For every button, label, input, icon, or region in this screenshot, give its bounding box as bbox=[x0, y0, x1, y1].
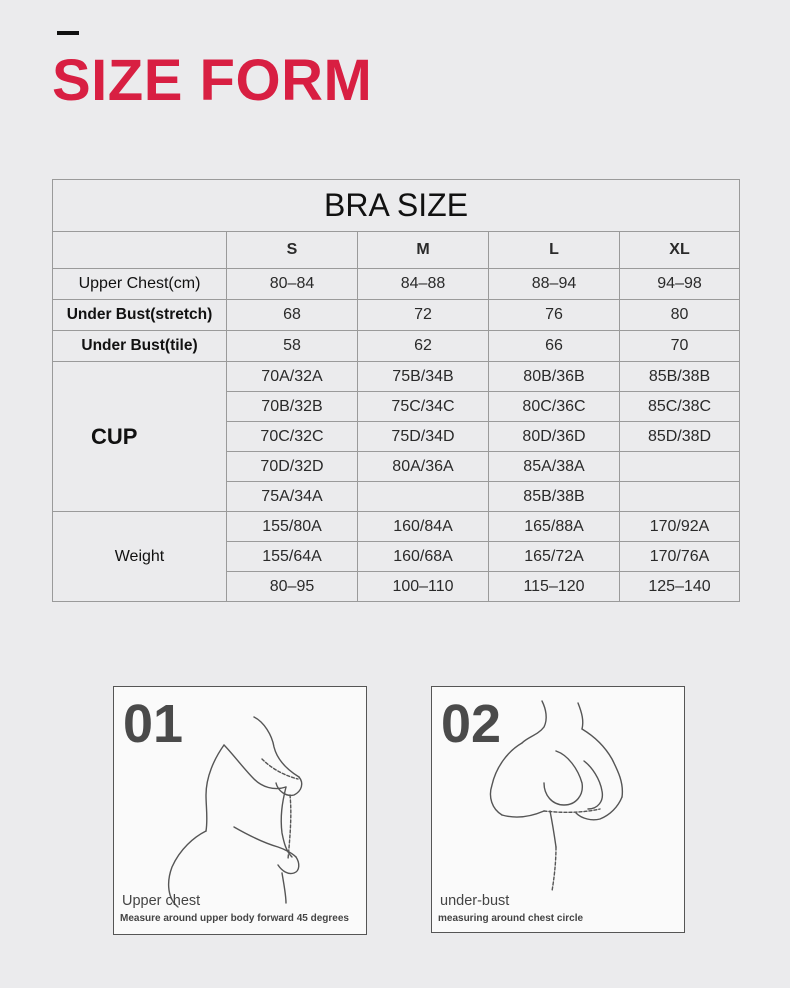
table-cell: 160/68A bbox=[358, 542, 489, 572]
table-cell: 80A/36A bbox=[358, 452, 489, 482]
table-cell: 160/84A bbox=[358, 512, 489, 542]
table-cell: 85B/38B bbox=[620, 362, 740, 392]
table-cell: 94–98 bbox=[620, 269, 740, 300]
table-cell: 66 bbox=[489, 331, 620, 362]
table-cell: 75A/34A bbox=[227, 482, 358, 512]
table-cell: 62 bbox=[358, 331, 489, 362]
guide-subcaption: measuring around chest circle bbox=[438, 913, 584, 924]
table-cell: 75C/34C bbox=[358, 392, 489, 422]
guide-card-upper-chest bbox=[113, 686, 367, 935]
table-cell bbox=[358, 482, 489, 512]
size-header-m: M bbox=[358, 232, 489, 269]
table-caption: BRA SIZE bbox=[53, 180, 740, 232]
title-dash bbox=[57, 31, 79, 35]
cup-row bbox=[53, 362, 740, 392]
table-cell: 85D/38D bbox=[620, 422, 740, 452]
table-cell: 80D/36D bbox=[489, 422, 620, 452]
table-cell: 80–84 bbox=[227, 269, 358, 300]
cup-label: CUP bbox=[53, 362, 227, 512]
table-cell: 72 bbox=[358, 300, 489, 331]
table-cell: 170/92A bbox=[620, 512, 740, 542]
table-cell: 85B/38B bbox=[489, 482, 620, 512]
size-header-l: L bbox=[489, 232, 620, 269]
weight-label: Weight bbox=[53, 512, 227, 602]
row-label: Under Bust(tile) bbox=[53, 331, 227, 362]
table-cell: 84–88 bbox=[358, 269, 489, 300]
table-cell: 88–94 bbox=[489, 269, 620, 300]
table-cell: 125–140 bbox=[620, 572, 740, 602]
page-title: SIZE FORM bbox=[52, 48, 373, 113]
guide-card-under-bust bbox=[431, 686, 685, 933]
table-cell: 70A/32A bbox=[227, 362, 358, 392]
table-cell: 85A/38A bbox=[489, 452, 620, 482]
table-cell: 75D/34D bbox=[358, 422, 489, 452]
table-cell: 75B/34B bbox=[358, 362, 489, 392]
row-label: Upper Chest(cm) bbox=[53, 269, 227, 300]
table-cell bbox=[620, 452, 740, 482]
table-cell: 70 bbox=[620, 331, 740, 362]
guide-subcaption: Measure around upper body forward 45 degrees bbox=[120, 913, 349, 924]
table-cell: 165/88A bbox=[489, 512, 620, 542]
table-cell: 85C/38C bbox=[620, 392, 740, 422]
guide-caption: under-bust bbox=[440, 893, 510, 909]
table-cell: 165/72A bbox=[489, 542, 620, 572]
table-cell: 80B/36B bbox=[489, 362, 620, 392]
weight-row bbox=[53, 512, 740, 542]
table-cell: 70B/32B bbox=[227, 392, 358, 422]
table-cell bbox=[620, 482, 740, 512]
table-cell: 70D/32D bbox=[227, 452, 358, 482]
guide-caption: Upper chest bbox=[122, 893, 201, 909]
table-cell: 80 bbox=[620, 300, 740, 331]
table-cell: 68 bbox=[227, 300, 358, 331]
table-cell: 170/76A bbox=[620, 542, 740, 572]
table-cell: 70C/32C bbox=[227, 422, 358, 452]
row-label: Under Bust(stretch) bbox=[53, 300, 227, 331]
table-cell: 100–110 bbox=[358, 572, 489, 602]
table-cell: 80–95 bbox=[227, 572, 358, 602]
guide-number: 01 bbox=[123, 694, 184, 754]
table-cell: 115–120 bbox=[489, 572, 620, 602]
table-cell: 58 bbox=[227, 331, 358, 362]
guide-number: 02 bbox=[441, 694, 502, 754]
upper-chest-row bbox=[53, 269, 740, 300]
table-cell: 155/64A bbox=[227, 542, 358, 572]
under-bust-stretch-row bbox=[53, 300, 740, 331]
size-header-xl: XL bbox=[620, 232, 740, 269]
header-blank bbox=[53, 232, 227, 269]
table-cell: 80C/36C bbox=[489, 392, 620, 422]
table-cell: 155/80A bbox=[227, 512, 358, 542]
size-header-row bbox=[53, 232, 740, 269]
table-cell: 76 bbox=[489, 300, 620, 331]
size-header-s: S bbox=[227, 232, 358, 269]
bra-size-table bbox=[52, 179, 740, 602]
under-bust-tile-row bbox=[53, 331, 740, 362]
